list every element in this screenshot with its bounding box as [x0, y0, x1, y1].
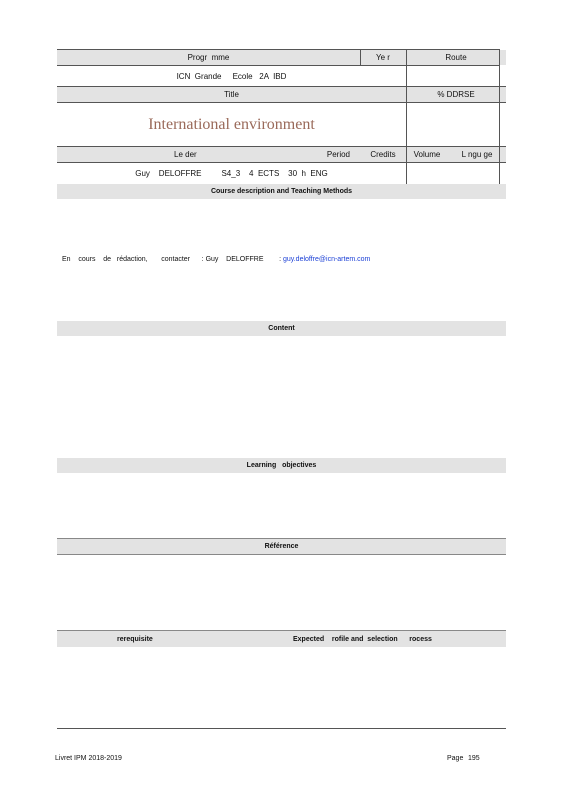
prereq-title: rerequisite [117, 635, 153, 643]
table-border [360, 49, 361, 66]
year-label: Ye r [376, 53, 390, 62]
footer-page-number: 195 [468, 755, 480, 762]
section-header-reference: Référence [57, 539, 506, 554]
programme-value: ICN Grande Ecole 2A IBD [176, 71, 287, 81]
ddrse-label: % DDRSE [437, 90, 475, 99]
description-text-span: En cours de rédaction, contacter : Guy DELOFFRE : [62, 256, 283, 263]
table-border [57, 102, 506, 103]
course-title [57, 103, 406, 147]
footer-divider [57, 728, 506, 729]
table-border [57, 162, 506, 163]
route-label: Route [445, 53, 467, 62]
footer-page-label: Page [447, 755, 464, 762]
footer-left: Livret IPM 2018-2019 [55, 755, 122, 762]
period-label: Period [326, 150, 350, 159]
section-header-content: Content [57, 321, 506, 336]
section-header-description: Course description and Teaching Methods [57, 184, 506, 199]
leader-label: Le der [174, 150, 197, 159]
description-text [62, 256, 370, 263]
table-border [499, 49, 500, 184]
volume-label: Volume [413, 150, 441, 159]
table-border [57, 49, 500, 50]
title-label: Title [224, 90, 239, 99]
table-border [57, 146, 506, 147]
section-divider [57, 554, 506, 555]
table-border [406, 49, 407, 184]
course-title-text: International environment [148, 116, 315, 133]
expected-profile-title: Expected rofile and selection rocess [293, 635, 432, 643]
table-border [57, 86, 506, 87]
contact-email-link[interactable]: guy.deloffre@icn-artem.com [282, 256, 371, 263]
table-border [57, 65, 500, 66]
credits-label: Credits [370, 150, 396, 159]
section-header-objectives: Learning objectives [57, 458, 506, 473]
section-header-prereq [57, 631, 506, 647]
language-label: L ngu ge [461, 150, 493, 159]
programme-label: Progr mme [187, 53, 230, 62]
leader-value: Guy DELOFFRE S4_3 4 ECTS 30 h ENG [135, 168, 328, 178]
